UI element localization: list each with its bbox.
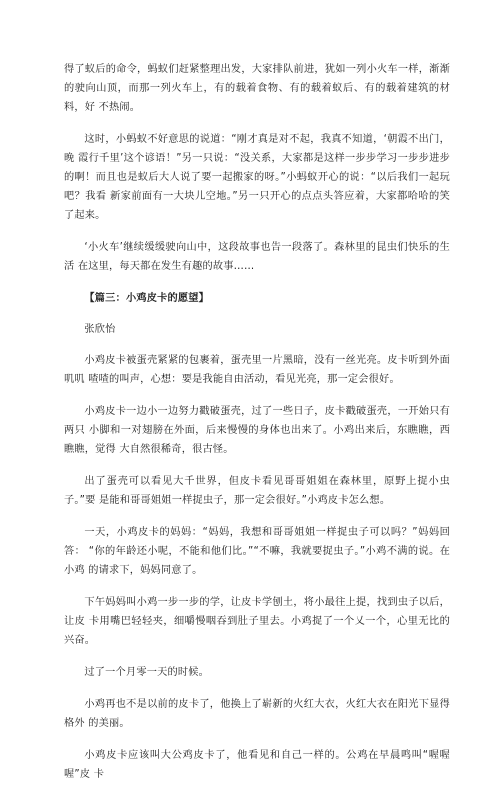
paragraph-hatching: 小鸡皮卡一边小一边努力戳破蛋壳，过了一些日子，皮卡戳破蛋壳，一开始只有两只 小脚和一对翅膀在外面，后来慢慢的身体也出来了。小鸡出来后，东瞧瞧，西瞧瞧，觉得 大自然很稀奇，很古怪。 xyxy=(64,406,450,455)
paragraph-ask-mother: 一天，小鸡皮卡的妈妈：“妈妈，我想和哥哥姐姐一样捉虫子可以吗？”妈妈回答： “你的年龄还小呢，不能和他们比。”“不嘛，我就要捉虫子。”小鸡不满的说。在小鸡 的请求下，妈妈同意了。 xyxy=(64,527,450,576)
paragraph-eggshell: 小鸡皮卡被蛋壳紧紧的包裹着，蛋壳里一片黑暗，没有一丝光亮。皮卡听到外面叽叽 喳喳的叫声，心想：要是我能自由活动，看见光亮，那一定会很好。 xyxy=(64,355,450,385)
paragraph-ants-dialogue: 这时，小蚂蚁不好意思的说道：“刚才真是对不起，我真不知道，‘朝霞不出门，晚 霞行千里’这个谚语！”另一只说：“没关系，大家都是这样一步步学习一步步进步的啊！而且也是蚁后大人说了要一起搬家的呀。”小蚂蚁开心的说：“以后我们一起玩吧？我看 新家前面有一大块儿空地。”另一只开心的点点头答应着，大家都哈哈的笑了起来。 xyxy=(64,134,450,221)
paragraph-ants-departure: 得了蚁后的命令，蚂蚁们赶紧整理出发，大家排队前进，犹如一列小火车一样，渐渐 的驶向山顶，而那一列火车上，有的载着食物、有的载着蚁后、有的载着建筑的材料，好 不热闹。 xyxy=(64,64,450,113)
author-name: 张欣怡 xyxy=(84,324,116,335)
paragraph-new-coat: 小鸡再也不是以前的皮卡了，他换上了崭新的火红大衣，火红大衣在阳光下显得格外 的美丽。 xyxy=(64,699,450,729)
paragraph-one-month: 过了一个月零一天的时候。 xyxy=(84,667,210,678)
paragraph-big-world: 出了蛋壳可以看见大千世界，但皮卡看见哥哥姐姐在森林里，原野上捉小虫子。”要 是能和哥哥姐姐一样捉虫子，那一定会很好。”小鸡皮卡怎么想。 xyxy=(64,476,450,506)
document-page xyxy=(64,60,450,797)
paragraph-little-train: ‘小火车’继续缓缓驶向山中，这段故事也告一段落了。森林里的昆虫们快乐的生活 在这里，每天都在发生有趣的故事…… xyxy=(64,242,450,272)
paragraph-learning: 下午妈妈叫小鸡一步一步的学，让皮卡学刨土，将小最往上提，找到虫子以后，让皮 卡用嘴巴轻轻夹，细嚼慢咽吞到肚子里去。小鸡捉了一个乂一个，心里无比的兴奋。 xyxy=(64,597,450,646)
section-heading: 【篇三：小鸡皮卡的愿望】 xyxy=(84,293,210,304)
paragraph-rooster: 小鸡皮卡应该叫大公鸡皮卡了，他看见和自己一样的。公鸡在早晨鸣叫“喔喔喔”皮 卡 xyxy=(64,750,450,780)
